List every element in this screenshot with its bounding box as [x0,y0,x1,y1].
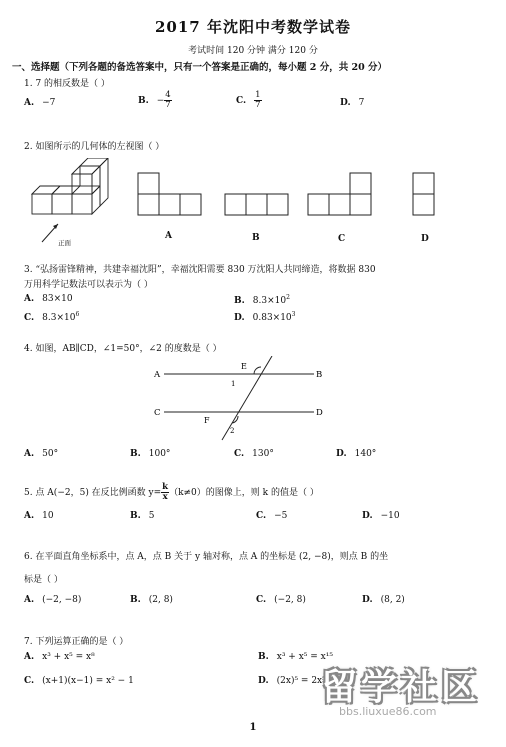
q7-option-a: A. x³ + x⁵ = x⁸ [24,652,95,662]
q2-label-a: A [165,231,172,241]
q7-option-d: D. (2x)⁵ = 2x⁵ [258,676,326,686]
q4-option-c: C. 130° [234,449,274,459]
q4-stem: 4. 如图，AB∥CD，∠1=50°，∠2 的度数是（ ） [24,344,222,354]
q7-option-c: C. (x+1)(x−1) = x² − 1 [24,676,134,686]
q4-point-f: F [204,416,210,425]
q4-option-d: D. 140° [336,449,377,459]
page-number: 1 [249,722,257,733]
q2-view-c [306,172,374,218]
q7-option-b: B. x³ + x⁵ = x¹⁵ [258,652,333,662]
exam-info: 考试时间 120 分钟 满分 120 分 [188,46,318,56]
q3-stem-line2: 万用科学记数法可以表示为（ ） [24,280,153,290]
q5-option-a: A. 10 [24,511,54,521]
q4-option-b: B. 100° [130,449,171,459]
q2-solid-figure [20,158,120,250]
q2-label-b: B [252,233,260,243]
q2-view-a [137,172,203,216]
q1-stem: 1. 7 的相反数是（ ） [24,79,110,89]
q1-option-c: C. $\frac{1}{7}$ [236,90,261,110]
q1-option-a: A. −7 [24,98,56,108]
q2-view-d [412,172,436,218]
q5-stem: 5. 点 A(−2，5) 在反比例函数 y= $\frac{k}{x}$ （k≠0）的图像上，则 k 的值是（ ） [24,482,319,502]
q4-point-d: D [316,408,323,418]
q6-option-d: D. (8, 2) [362,595,405,605]
q4-angle-1: 1 [231,380,236,388]
q4-point-b: B [316,370,323,380]
q6-option-a: A. (−2, −8) [24,595,82,605]
watermark-url: bbs.liuxue86.com [339,705,437,718]
q4-parallel-lines-figure [150,356,330,444]
q2-stem: 2. 如图所示的几何体的左视图（ ） [24,142,165,152]
q5-option-c: C. −5 [256,511,288,521]
q6-stem-line2: 标是（ ） [24,575,63,585]
q6-stem-line1: 6. 在平面直角坐标系中，点 A，点 B 关于 y 轴对称，点 A 的坐标是 (2, −8)，则点 B 的坐 [24,552,389,562]
q2-label-c: C [338,234,346,244]
q7-stem: 7. 下列运算正确的是（ ） [24,637,129,647]
q4-angle-2: 2 [230,427,235,435]
front-view-label: 正面 [58,239,71,247]
q5-option-b: B. 5 [130,511,155,521]
q6-option-c: C. (−2, 8) [256,595,306,605]
q4-point-c: C [154,408,161,418]
q6-option-b: B. (2, 8) [130,595,173,605]
q4-option-a: A. 50° [24,449,59,459]
q3-option-b: B. $8.3\times 10^2$ [234,294,290,306]
q1-option-d: D. 7 [340,98,365,108]
q3-option-c: C. $8.3\times 10^6$ [24,311,80,323]
q4-point-e: E [241,362,247,371]
q4-point-a: A [154,370,161,380]
page-title: 2017 年沈阳中考数学试卷 [155,18,351,36]
q3-option-d: D. $0.83\times 10^3$ [234,311,296,323]
site-watermark [321,659,496,729]
q2-view-b [224,193,290,217]
q2-label-d: D [421,234,429,244]
q1-option-b: B. − $\frac{4}{7}$ [138,90,171,110]
section-heading: 一、选择题（下列各题的备选答案中，只有一个答案是正确的，每小题 2 分，共 20 分） [12,62,388,73]
q3-option-a: A. 83×10 [24,294,73,304]
q3-stem-line1: 3. “弘扬雷锋精神，共建幸福沈阳”，幸福沈阳需要 830 万沈阳人共同缔造，将数据 830 [24,265,376,275]
watermark-logo-text: 留学社区 [321,667,482,708]
q5-option-d: D. −10 [362,511,400,521]
